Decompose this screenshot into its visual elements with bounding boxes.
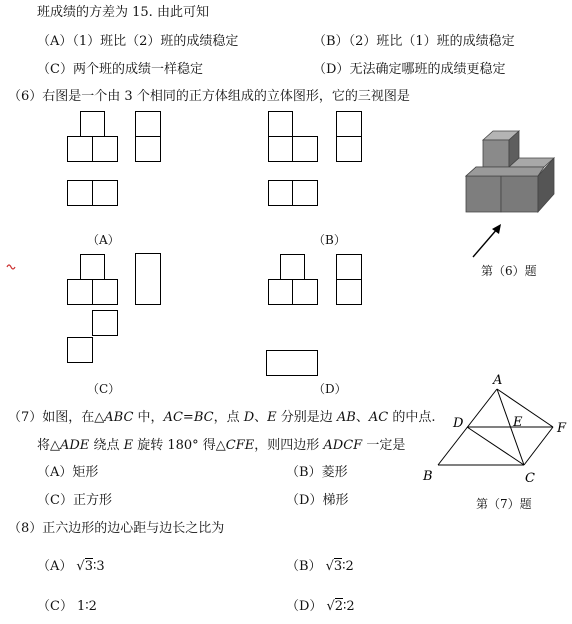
q8-option-b-radicand: 3	[333, 559, 343, 574]
view-square	[92, 136, 118, 162]
q7-text: =	[182, 410, 194, 425]
view-square	[92, 180, 118, 206]
q8-stem	[8, 521, 224, 537]
q7-option-a-tag: （A）	[37, 465, 73, 480]
q8-option-d	[286, 599, 355, 615]
sqrt-sign-icon: √	[76, 559, 85, 574]
q7-text: 的中点.	[388, 410, 436, 425]
view-rectangle	[135, 253, 161, 305]
q7-option-d-text: 梯形	[322, 493, 349, 508]
q5-option-a-text: （1）班比（2）班的成绩稳定	[72, 34, 239, 49]
q8-option-b-tag: （B）	[286, 559, 322, 574]
q5-option-c-tag: （C）	[37, 62, 73, 77]
view-square	[292, 180, 318, 206]
view-rectangle	[266, 350, 318, 376]
q6-arrow-icon	[470, 220, 506, 260]
q8-option-c-tag: （C）	[37, 599, 73, 614]
q8-option-d-rest: ∶2	[343, 599, 355, 614]
q7-number: （7）	[8, 410, 43, 425]
margin-squiggle-mark	[6, 262, 20, 270]
view-square	[268, 180, 293, 206]
q6-cube-figure	[463, 120, 558, 216]
view-square	[292, 136, 318, 162]
segment-af	[497, 389, 553, 427]
q7-line2	[37, 438, 405, 454]
q7-math: AC	[163, 410, 183, 425]
view-square	[135, 136, 161, 162]
q7-math: D	[243, 410, 255, 425]
q5-option-d	[313, 62, 505, 78]
q7-option-b-tag: （B）	[286, 465, 322, 480]
q7-math: E	[267, 410, 277, 425]
q7-text: 一定是	[362, 438, 406, 453]
q5-option-c	[37, 62, 203, 78]
q7-math: BC	[193, 410, 214, 425]
q7-math: AB	[336, 410, 356, 425]
q7-text: 如图，在△	[42, 410, 105, 425]
view-square	[268, 111, 293, 137]
q6-option-d-label: （D）	[313, 382, 347, 396]
q6-option-b-label: （B）	[313, 233, 346, 247]
q7-option-d	[286, 493, 348, 509]
q5-option-a-tag: （A）	[37, 34, 73, 49]
view-square	[336, 111, 362, 137]
q7-option-d-tag: （D）	[286, 493, 323, 508]
q7-option-b	[286, 465, 348, 481]
q5-option-d-tag: （D）	[313, 62, 350, 77]
point-f-label: F	[557, 421, 567, 436]
q8-option-b	[286, 559, 354, 575]
q7-math: CFE	[225, 438, 255, 453]
q5-option-c-text: 两个班的成绩一样稳定	[72, 62, 203, 77]
view-square	[67, 337, 93, 363]
view-square	[92, 310, 118, 336]
q7-text: 中，	[133, 410, 164, 425]
q6-option-a-label: （A）	[87, 233, 120, 247]
point-b-label: B	[423, 469, 433, 484]
q6-stem	[8, 89, 410, 105]
q5-option-b	[313, 34, 515, 50]
q8-option-a-rest: ∶3	[92, 559, 105, 574]
cube-front-face	[501, 176, 538, 212]
q8-option-c	[37, 599, 97, 615]
q8-option-c-text: 1∶2	[76, 599, 97, 614]
view-square	[67, 136, 93, 162]
q8-option-a-radicand: 3	[84, 559, 93, 574]
q6-option-c-label: （C）	[87, 382, 121, 396]
q7-line1	[8, 410, 436, 426]
q7-text: 绕点	[89, 438, 124, 453]
q7-math: E	[123, 438, 134, 453]
q8-stem-text: 正六边形的边心距与边长之比为	[42, 521, 225, 536]
q7-text: 、	[254, 410, 268, 425]
view-square	[280, 254, 305, 280]
view-square	[80, 254, 105, 280]
view-square	[292, 279, 318, 305]
q8-option-a	[37, 559, 105, 575]
q8-number: （8）	[8, 521, 43, 536]
view-square	[67, 279, 93, 305]
q7-text: 将△	[37, 438, 60, 453]
q7-option-b-text: 菱形	[321, 465, 348, 480]
q7-geometry-figure	[415, 370, 572, 488]
q5-option-d-text: 无法确定哪班的成绩更稳定	[349, 62, 506, 77]
q7-option-a-text: 矩形	[72, 465, 99, 480]
segment-dc	[467, 427, 524, 465]
q6-figure-caption: 第（6）题	[481, 264, 537, 278]
view-square	[135, 111, 161, 137]
q7-text: 分别是边	[276, 410, 337, 425]
q7-math: ABC	[104, 410, 134, 425]
q7-option-c	[37, 493, 112, 509]
view-square	[336, 254, 362, 280]
sqrt-sign-icon: √	[326, 599, 335, 614]
q7-math: AC	[368, 410, 389, 425]
cube-front-face	[466, 176, 501, 212]
view-square	[80, 111, 105, 137]
q7-text: 、	[355, 410, 369, 425]
q8-option-a-tag: （A）	[37, 559, 73, 574]
q7-text: 旋转 180° 得△	[133, 438, 226, 453]
view-square	[67, 180, 93, 206]
q7-math: ADCF	[323, 438, 363, 453]
q6-stem-text: 右图是一个由 3 个相同的正方体组成的立体图形，它的三视图是	[42, 89, 410, 104]
q5-option-b-text: （2）班比（1）班的成绩稳定	[348, 34, 515, 49]
q7-text: ，点	[213, 410, 244, 425]
view-square	[336, 136, 362, 162]
view-square	[336, 279, 362, 305]
q7-option-c-text: 正方形	[72, 493, 112, 508]
q5-option-a	[37, 34, 238, 50]
q5-stem-tail: 班成绩的方差为 15. 由此可知	[37, 5, 209, 20]
q8-option-b-rest: ∶2	[342, 559, 354, 574]
q8-option-d-tag: （D）	[286, 599, 323, 614]
q7-figure-caption: 第（7）题	[476, 497, 532, 511]
view-square	[268, 279, 293, 305]
q7-text: ，则四边形	[254, 438, 324, 453]
q7-option-a	[37, 465, 98, 481]
q7-option-c-tag: （C）	[37, 493, 73, 508]
segment-fc	[524, 427, 553, 465]
point-e-label: E	[513, 415, 523, 430]
q5-option-b-tag: （B）	[313, 34, 349, 49]
q7-math: ADE	[60, 438, 90, 453]
q8-option-d-radicand: 2	[334, 599, 344, 614]
view-square	[92, 279, 118, 305]
sqrt-sign-icon: √	[325, 559, 334, 574]
point-c-label: C	[525, 471, 535, 486]
point-d-label: D	[453, 416, 464, 431]
q6-number: （6）	[8, 89, 43, 104]
view-square	[268, 136, 293, 162]
cube-front-face	[483, 140, 509, 167]
cube-top-face	[466, 167, 544, 176]
point-a-label: A	[493, 373, 503, 388]
